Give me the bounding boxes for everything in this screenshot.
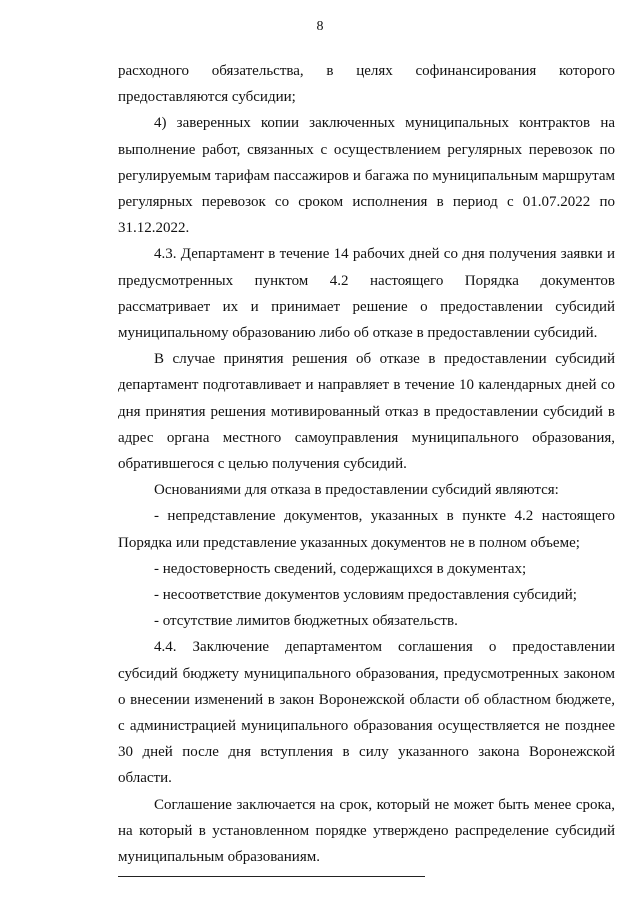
list-item-ground-3: - несоответствие документов условиям предоставления субсидий; xyxy=(154,587,577,604)
paragraph-agreement-term: Соглашение заключается на срок, который не может быть менее срока, на который в установленном порядке утверждено распределение субсидий муниципальным образованиям. xyxy=(118,796,615,866)
paragraph-item-4: 4) заверенных копии заключенных муниципальных контрактов на выполнение работ, связанных с осуществлением регулярных перевозок по регулируемым тарифам пассажиров и багажа по муниципальным маршрутам регулярных перевозок со сроком исполнения в период с 01.07.2022 по 31.12.2022. xyxy=(118,115,615,237)
list-item-ground-1: - непредставление документов, указанных в пункте 4.2 настоящего Порядка или представление указанных документов не в полном объеме; xyxy=(118,508,615,551)
footer-separator-line xyxy=(118,876,425,877)
paragraph-continuation: расходного обязательства, в целях софинансирования которого предоставляются субсидии; xyxy=(118,63,615,106)
paragraph-4-3: 4.3. Департамент в течение 14 рабочих дней со дня получения заявки и предусмотренных пунктом 4.2 настоящего Порядка документов рассматривает их и принимает решение о предоставлении субсидий муниципальному образованию либо об отказе в предоставлении субсидий. xyxy=(118,246,615,342)
paragraph-refusal-case: В случае принятия решения об отказе в предоставлении субсидий департамент подготавливает и направляет в течение 10 календарных дней со дня принятия решения мотивированный отказ в предоставлении субсидий в адрес органа местного самоуправления муниципального образования, обратившегося с целью получения субсидий. xyxy=(118,351,615,473)
document-body xyxy=(118,58,615,870)
list-item-ground-2: - недостоверность сведений, содержащихся в документах; xyxy=(154,560,527,577)
paragraph-refusal-grounds-intro: Основаниями для отказа в предоставлении субсидий являются: xyxy=(154,482,559,499)
list-item-ground-4: - отсутствие лимитов бюджетных обязательств. xyxy=(154,613,458,630)
page-number: 8 xyxy=(316,19,324,34)
paragraph-4-4: 4.4. Заключение департаментом соглашения о предоставлении субсидий бюджету муниципального образования, предусмотренных законом о внесении изменений в закон Воронежской области об областном бюджете, с администрацией муниципального образования осуществляется не позднее 30 дней после дня вступления в силу указанного закона Воронежской области. xyxy=(118,639,615,787)
